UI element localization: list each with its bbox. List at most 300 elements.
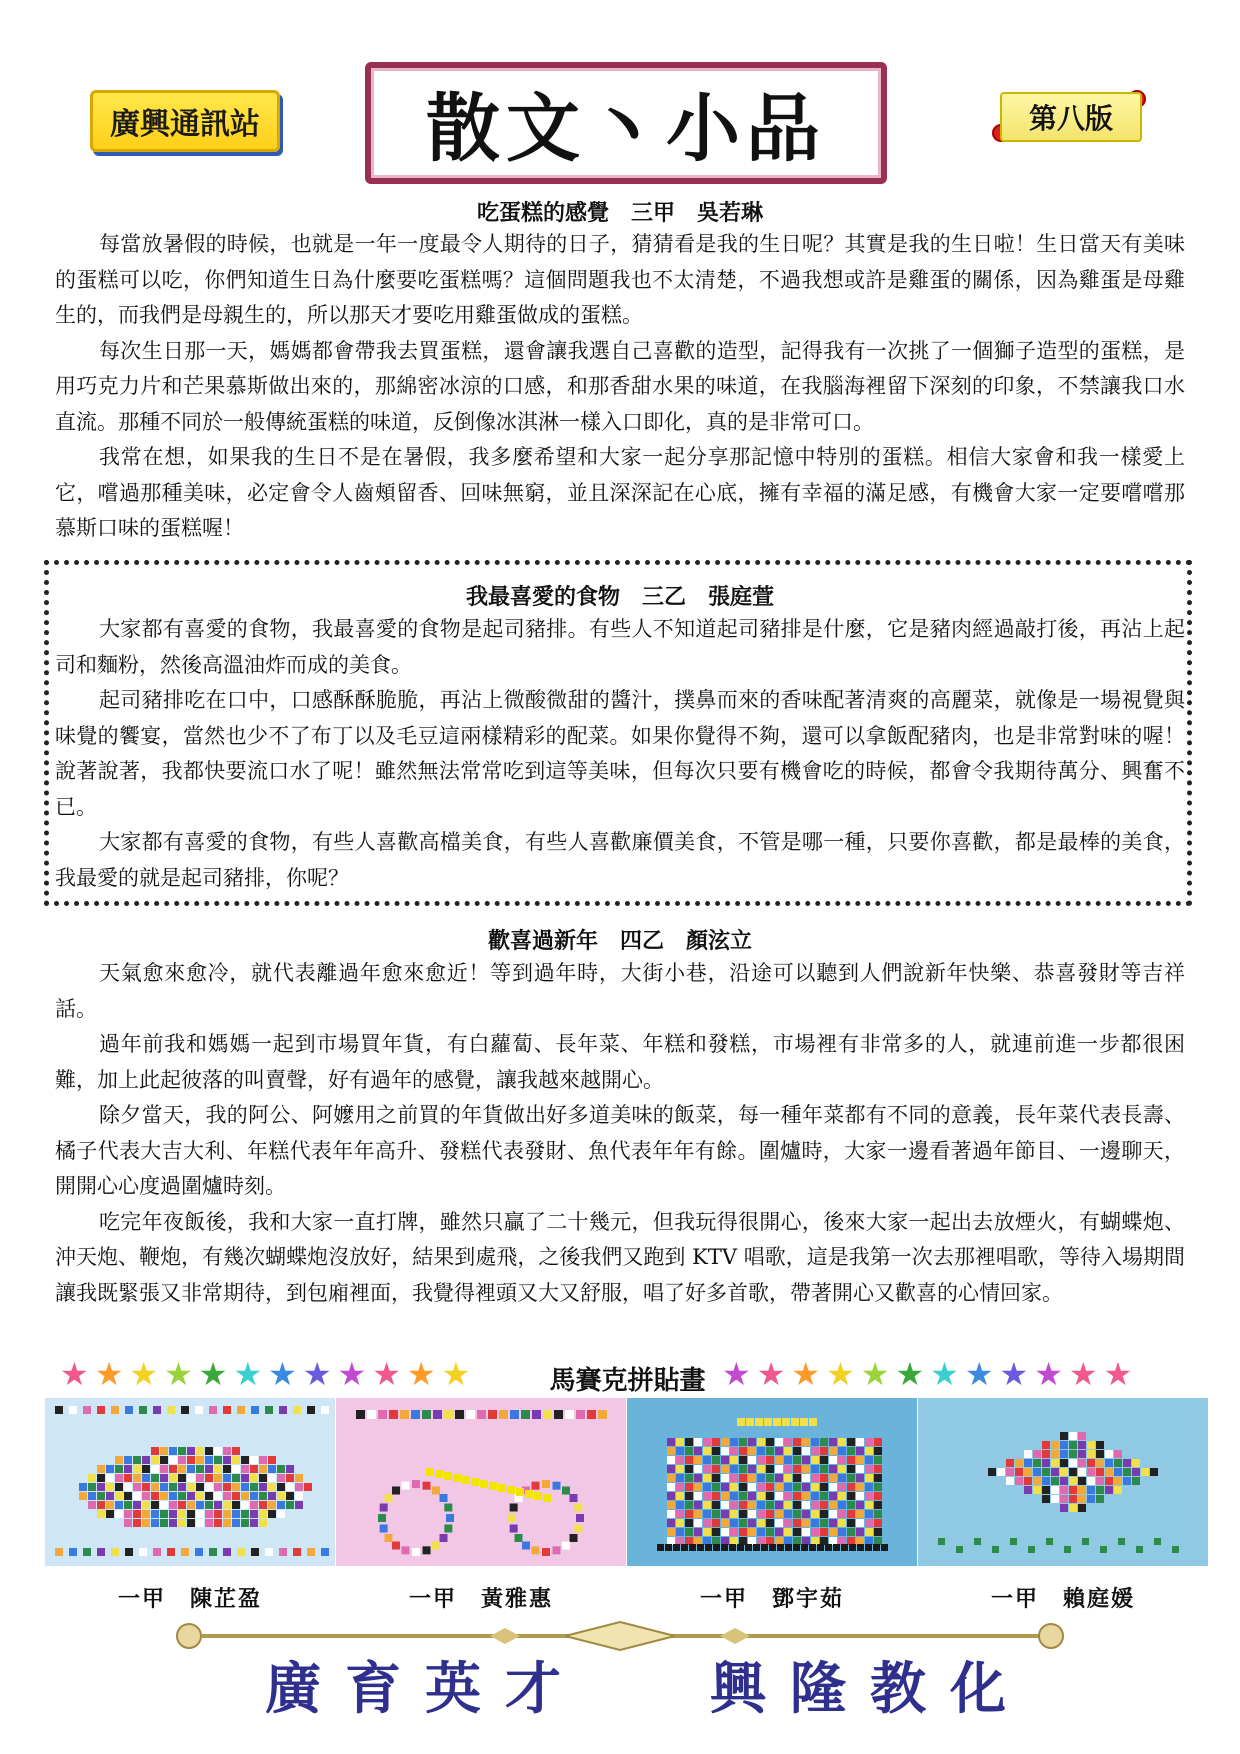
mosaic-tile — [667, 1438, 675, 1446]
mosaic-tile — [847, 1537, 855, 1545]
mosaic-tile — [757, 1438, 765, 1446]
mosaic-tile — [286, 1465, 294, 1473]
mosaic-tile — [392, 1486, 400, 1494]
mosaic-tile — [865, 1510, 873, 1518]
mosaic-tile — [865, 1537, 873, 1545]
mosaic-tile — [974, 1538, 981, 1545]
mosaic-tile — [106, 1492, 114, 1500]
mosaic-tile — [1114, 1477, 1122, 1485]
mosaic-tile — [521, 1410, 530, 1419]
mosaic-tile — [466, 1410, 475, 1419]
mosaic-tile — [124, 1510, 132, 1518]
mosaic-tile — [412, 1480, 420, 1488]
mosaic-tile — [214, 1510, 222, 1518]
mosaic-tile — [196, 1456, 204, 1464]
mosaic-tile — [79, 1492, 87, 1500]
mosaic-tile — [178, 1474, 186, 1482]
mosaic-tile — [712, 1447, 720, 1455]
mosaic-tile — [874, 1537, 882, 1545]
mosaic-tile — [665, 1544, 672, 1551]
mosaic-tile — [676, 1510, 684, 1518]
mosaic-tile — [241, 1519, 249, 1527]
mosaic-tile — [160, 1519, 168, 1527]
mosaic-tile — [97, 1483, 105, 1491]
article-body — [55, 227, 1185, 547]
mosaic-tile — [268, 1501, 276, 1509]
mosaic-tile — [757, 1492, 765, 1500]
mosaic-tile — [553, 1482, 561, 1490]
mosaic-tile — [259, 1510, 267, 1518]
mosaic-tile — [667, 1492, 675, 1500]
mosaic-tile — [279, 1548, 287, 1556]
mosaic-tile — [847, 1492, 855, 1500]
mosaic-tile — [286, 1474, 294, 1482]
mosaic-tile — [124, 1492, 132, 1500]
mosaic-tile — [739, 1501, 747, 1509]
mosaic-tile — [196, 1474, 204, 1482]
mosaic-tile — [196, 1447, 204, 1455]
mosaic-tile — [865, 1519, 873, 1527]
mosaic-tile — [196, 1501, 204, 1509]
mosaic-tile — [829, 1537, 837, 1545]
artwork-caption: 一甲 黃雅惠 — [408, 1586, 553, 1612]
mosaic-tile — [223, 1406, 231, 1414]
mosaic-tile — [178, 1492, 186, 1500]
mosaic-tile — [426, 1468, 434, 1476]
mosaic-tile — [205, 1510, 213, 1518]
mosaic-tile — [133, 1465, 141, 1473]
mosaic-tile — [992, 1546, 999, 1553]
mosaic-tile — [793, 1501, 801, 1509]
mosaic-tile — [802, 1465, 810, 1473]
mosaic-tile — [685, 1438, 693, 1446]
mosaic-tile — [730, 1474, 738, 1482]
mosaic-tile — [444, 1472, 452, 1480]
mosaic-tile — [115, 1465, 123, 1473]
mosaic-tile — [1078, 1432, 1086, 1440]
mosaic-tile — [703, 1483, 711, 1491]
mosaic-tile — [865, 1456, 873, 1464]
mosaic-tile — [793, 1474, 801, 1482]
mosaic-tile — [773, 1418, 781, 1426]
mosaic-tile — [151, 1519, 159, 1527]
mosaic-tile — [124, 1501, 132, 1509]
mosaic-tile — [820, 1492, 828, 1500]
mosaic-tile — [88, 1492, 96, 1500]
mosaic-tile — [205, 1456, 213, 1464]
mosaic-tile — [667, 1474, 675, 1482]
mosaic-tile — [777, 1544, 784, 1551]
mosaic-tile — [1087, 1450, 1095, 1458]
mosaic-tile — [703, 1456, 711, 1464]
mosaic-tile — [251, 1548, 259, 1556]
mosaic-tile — [829, 1465, 837, 1473]
mosaic-tile — [223, 1510, 231, 1518]
mosaic-tile — [874, 1438, 882, 1446]
paragraph: 每當放暑假的時候，也就是一年一度最令人期待的日子，猜猜看是我的生日呢？其實是我的生日啦！生日當天有美味的蛋糕可以吃，你們知道生日為什麼要吃蛋糕嗎？這個問題我也不太清楚，不過我想或許是雞蛋的關係，因為雞蛋是母雞生的，而我們是母親生的，所以那天才要吃用雞蛋做成的蛋糕。 — [55, 232, 1185, 327]
mosaic-tile — [1105, 1486, 1113, 1494]
mosaic-tile — [856, 1501, 864, 1509]
paragraph: 起司豬排吃在口中，口感酥酥脆脆，再沾上微酸微甜的醬汁，撲鼻而來的香味配著清爽的高麗菜，就像是一場視覺與味覺的饗宴，當然也少不了布丁以及毛豆這兩樣精彩的配菜。如果你覺得不夠，還可以拿飯配豬肉，也是非常對味的喔！說著說著，我都快要流口水了呢！雖然無法常常吃到這等美味，但每次只要有機會吃的時候，都會令我期待萬分、興奮不已。 — [55, 688, 1185, 819]
mosaic-tile — [713, 1544, 720, 1551]
mosaic-tile — [694, 1447, 702, 1455]
mosaic-tile — [766, 1528, 774, 1536]
mosaic-tile — [820, 1501, 828, 1509]
mosaic-tile — [321, 1406, 329, 1414]
mosaic-tile — [865, 1465, 873, 1473]
mosaic-tile — [133, 1501, 141, 1509]
mosaic-tile — [1078, 1477, 1086, 1485]
mosaic-tile — [775, 1474, 783, 1482]
mosaic-tile — [97, 1548, 105, 1556]
mosaic-tile — [737, 1418, 745, 1426]
mosaic-tile — [1087, 1477, 1095, 1485]
mosaic-tile — [223, 1501, 231, 1509]
mosaic-tile — [849, 1544, 856, 1551]
mosaic-tile — [1060, 1432, 1068, 1440]
mosaic-tile — [1010, 1538, 1017, 1545]
mosaic-tile — [748, 1528, 756, 1536]
mosaic-tile — [703, 1447, 711, 1455]
mosaic-tile — [111, 1406, 119, 1414]
mosaic-tile — [721, 1492, 729, 1500]
mosaic-tile — [694, 1438, 702, 1446]
mosaic-tile — [847, 1447, 855, 1455]
mosaic-tile — [811, 1510, 819, 1518]
mosaic-tile — [793, 1510, 801, 1518]
mosaic-tile — [214, 1456, 222, 1464]
mosaic-tile — [712, 1456, 720, 1464]
mosaic-tile — [784, 1483, 792, 1491]
mosaic-tile — [181, 1548, 189, 1556]
mosaic-tile — [1060, 1459, 1068, 1467]
mosaic-tile — [133, 1483, 141, 1491]
mosaic-tile — [681, 1544, 688, 1551]
mosaic-tile — [187, 1510, 195, 1518]
mosaic-tile — [295, 1501, 303, 1509]
mosaic-tile — [865, 1474, 873, 1482]
mosaic-tile — [856, 1483, 864, 1491]
article-title: 吃蛋糕的感覺 三甲 吳若琳 — [476, 200, 763, 226]
mosaic-tile — [446, 1514, 454, 1522]
mosaic-tile — [856, 1438, 864, 1446]
mosaic-tile — [739, 1474, 747, 1482]
mosaic-tile — [279, 1406, 287, 1414]
paragraph: 大家都有喜愛的食物，有些人喜歡高檔美食，有些人喜歡廉價美食，不管是哪一種，只要你喜歡，都是最棒的美食，我最愛的就是起司豬排，你呢？ — [55, 830, 1185, 890]
mosaic-tile — [444, 1525, 452, 1533]
mosaic-tile — [1060, 1468, 1068, 1476]
mosaic-tile — [775, 1483, 783, 1491]
mosaic-tile — [423, 1482, 431, 1490]
mosaic-tile — [196, 1483, 204, 1491]
mosaic-tile — [1114, 1450, 1122, 1458]
mosaic-tile — [739, 1528, 747, 1536]
mosaic-tile — [88, 1474, 96, 1482]
mosaic-tile — [223, 1474, 231, 1482]
mosaic-tile — [748, 1465, 756, 1473]
mosaic-tile — [1060, 1441, 1068, 1449]
mosaic-tile — [1064, 1546, 1071, 1553]
mosaic-tile — [462, 1476, 470, 1484]
article-title: 歡喜過新年 四乙 顏泫立 — [487, 928, 752, 954]
mosaic-tile — [160, 1483, 168, 1491]
mosaic-tile — [268, 1483, 276, 1491]
mosaic-tile — [865, 1544, 872, 1551]
mosaic-tile — [705, 1544, 712, 1551]
mosaic-tile — [181, 1406, 189, 1414]
mosaic-tile — [480, 1480, 488, 1488]
newsletter-badge: 廣興通訊站 — [90, 90, 280, 152]
mosaic-tile — [838, 1501, 846, 1509]
mosaic-tile — [115, 1456, 123, 1464]
mosaic-tile — [124, 1474, 132, 1482]
mosaic-tile — [865, 1501, 873, 1509]
mosaic-tile — [746, 1418, 754, 1426]
mosaic-tile — [1051, 1486, 1059, 1494]
mosaic-tile — [793, 1447, 801, 1455]
mosaic-tile — [1033, 1486, 1041, 1494]
mosaic-tile — [825, 1544, 832, 1551]
mosaic-tile — [1141, 1468, 1149, 1476]
mosaic-tile — [703, 1465, 711, 1473]
mosaic-tile — [293, 1406, 301, 1414]
mosaic-tile — [169, 1465, 177, 1473]
mosaic-tile — [757, 1474, 765, 1482]
mosaic-tile — [69, 1548, 77, 1556]
mosaic-tile — [829, 1438, 837, 1446]
mosaic-tile — [697, 1544, 704, 1551]
mosaic-tile — [694, 1528, 702, 1536]
mosaic-tile — [133, 1492, 141, 1500]
mosaic-tile — [187, 1474, 195, 1482]
mosaic-tile — [142, 1510, 150, 1518]
mosaic-tile — [542, 1480, 550, 1488]
mosaic-tile — [531, 1546, 539, 1554]
motto-left: 廣育英才 — [265, 1656, 585, 1722]
mosaic-tile — [169, 1510, 177, 1518]
mosaic-tile — [820, 1465, 828, 1473]
mosaic-tile — [874, 1510, 882, 1518]
mosaic-tile — [685, 1510, 693, 1518]
mosaic-tile — [1060, 1477, 1068, 1485]
mosaic-tile — [730, 1528, 738, 1536]
mosaic-tile — [811, 1474, 819, 1482]
mosaic-tile — [802, 1528, 810, 1536]
mosaic-tile — [1154, 1538, 1161, 1545]
mosaic-tile — [685, 1501, 693, 1509]
mosaic-tile — [286, 1492, 294, 1500]
mosaic-tile — [1087, 1468, 1095, 1476]
mosaic-tile — [1069, 1504, 1077, 1512]
mosaic-tile — [510, 1410, 519, 1419]
mosaic-tile — [820, 1474, 828, 1482]
mosaic-tile — [793, 1544, 800, 1551]
mosaic-tile — [757, 1447, 765, 1455]
mosaic-tile — [232, 1456, 240, 1464]
mosaic-tile — [169, 1456, 177, 1464]
mosaic-tile — [1046, 1538, 1053, 1545]
mosaic-tile — [838, 1510, 846, 1518]
mosaic-tile — [1060, 1495, 1068, 1503]
mosaic-tile — [1042, 1477, 1050, 1485]
mosaic-tile — [1024, 1477, 1032, 1485]
mosaic-tile — [214, 1492, 222, 1500]
mosaic-tile — [1087, 1486, 1095, 1494]
mosaic-tile — [277, 1483, 285, 1491]
mosaic-tile — [721, 1447, 729, 1455]
mosaic-tile — [784, 1537, 792, 1545]
mosaic-tile — [809, 1418, 817, 1426]
mosaic-tile — [694, 1474, 702, 1482]
mosaic-tile — [784, 1510, 792, 1518]
mosaic-tile — [820, 1519, 828, 1527]
mosaic-tile — [259, 1456, 267, 1464]
mosaic-tile — [721, 1438, 729, 1446]
mosaic-tile — [1042, 1486, 1050, 1494]
mosaic-tile — [1069, 1432, 1077, 1440]
mosaic-tile — [392, 1542, 400, 1550]
mosaic-tile — [1150, 1468, 1158, 1476]
mosaic-tile — [956, 1546, 963, 1553]
mosaic-tile — [125, 1548, 133, 1556]
mosaic-tile — [761, 1544, 768, 1551]
mosaic-tile — [938, 1538, 945, 1545]
mosaic-tile — [205, 1519, 213, 1527]
mosaic-tile — [811, 1483, 819, 1491]
mosaic-tile — [241, 1456, 249, 1464]
mosaic-tile — [435, 1470, 443, 1478]
mosaic-tile — [802, 1519, 810, 1527]
mosaic-tile — [83, 1548, 91, 1556]
mosaic-tile — [833, 1544, 840, 1551]
mosaic-tile — [79, 1483, 87, 1491]
mosaic-tile — [139, 1548, 147, 1556]
mosaic-tile — [829, 1483, 837, 1491]
mosaic-tile — [169, 1474, 177, 1482]
article-body — [55, 956, 1185, 1311]
mosaic-tile — [721, 1537, 729, 1545]
mosaic-artwork-boat — [627, 1398, 917, 1566]
page-title: 散文丶小品 — [365, 62, 887, 184]
mosaic-tile — [115, 1483, 123, 1491]
mosaic-tile — [214, 1465, 222, 1473]
mosaic-tile — [115, 1492, 123, 1500]
mosaic-tile — [307, 1406, 315, 1414]
mosaic-tile — [676, 1501, 684, 1509]
mosaic-tile — [499, 1410, 508, 1419]
mosaic-tile — [55, 1548, 63, 1556]
mosaic-tile — [565, 1410, 574, 1419]
mosaic-tile — [838, 1447, 846, 1455]
mosaic-tile — [1114, 1468, 1122, 1476]
mosaic-tile — [757, 1537, 765, 1545]
mosaic-tile — [250, 1474, 258, 1482]
mosaic-tile — [268, 1456, 276, 1464]
artwork-caption: 一甲 陳芷盈 — [117, 1586, 262, 1612]
mosaic-tile — [689, 1544, 696, 1551]
mosaic-tile — [259, 1465, 267, 1473]
paragraph: 每次生日那一天，媽媽都會帶我去買蛋糕，還會讓我選自己喜歡的造型，記得我有一次挑了一個獅子造型的蛋糕，是用巧克力片和芒果慕斯做出來的，那綿密冰涼的口感，和那香甜水果的味道，在我腦海裡留下深刻的印象，不禁讓我口水直流。那種不同於一般傳統蛋糕的味道，反倒像冰淇淋一樣入口即化，真的是非常可口。 — [55, 338, 1185, 434]
mosaic-tile — [259, 1492, 267, 1500]
mosaic-tile — [721, 1465, 729, 1473]
mosaic-tile — [703, 1492, 711, 1500]
mosaic-tile — [542, 1548, 550, 1556]
mosaic-tile — [766, 1438, 774, 1446]
mosaic-tile — [187, 1492, 195, 1500]
mosaic-tile — [1114, 1459, 1122, 1467]
mosaic-tile — [1024, 1486, 1032, 1494]
mosaic-tile — [784, 1492, 792, 1500]
edition-badge: 第八版 — [1000, 92, 1142, 142]
mosaic-tile — [232, 1492, 240, 1500]
article-body — [55, 612, 1185, 896]
mosaic-tile — [757, 1510, 765, 1518]
mosaic-tile — [153, 1406, 161, 1414]
mosaic-tile — [802, 1510, 810, 1518]
mosaic-tile — [748, 1447, 756, 1455]
mosaic-tile — [793, 1483, 801, 1491]
mosaic-tile — [874, 1474, 882, 1482]
mosaic-tile — [766, 1501, 774, 1509]
mosaic-tile — [865, 1483, 873, 1491]
mosaic-tile — [562, 1486, 570, 1494]
mosaic-tile — [531, 1482, 539, 1490]
mosaic-tile — [748, 1501, 756, 1509]
mosaic-tile — [739, 1537, 747, 1545]
mosaic-tile — [223, 1447, 231, 1455]
mosaic-tile — [115, 1501, 123, 1509]
mosaic-tile — [106, 1474, 114, 1482]
mosaic-tile — [268, 1510, 276, 1518]
mosaic-tile — [151, 1492, 159, 1500]
mosaic-tile — [277, 1492, 285, 1500]
mosaic-artwork-bicycle — [336, 1398, 626, 1566]
mosaic-tile — [820, 1456, 828, 1464]
mosaic-tile — [703, 1438, 711, 1446]
mosaic-tile — [223, 1456, 231, 1464]
mosaic-tile — [241, 1474, 249, 1482]
mosaic-tile — [802, 1537, 810, 1545]
mosaic-tile — [755, 1418, 763, 1426]
mosaic-tile — [775, 1537, 783, 1545]
mosaic-tile — [757, 1519, 765, 1527]
mosaic-tile — [667, 1510, 675, 1518]
mosaic-section-title: 馬賽克拼貼畫 — [549, 1366, 706, 1396]
mosaic-tile — [1132, 1468, 1140, 1476]
star-border-right: ★ ★ ★ ★ ★ ★ ★ ★ ★ ★ ★ ★ — [722, 1355, 1133, 1393]
mosaic-tile — [411, 1410, 420, 1419]
mosaic-tile — [785, 1544, 792, 1551]
mosaic-tile — [729, 1544, 736, 1551]
mosaic-tile — [1024, 1459, 1032, 1467]
mosaic-tile — [739, 1438, 747, 1446]
mosaic-tile — [873, 1544, 880, 1551]
mosaic-tile — [838, 1456, 846, 1464]
mosaic-tile — [195, 1406, 203, 1414]
mosaic-tile — [1069, 1441, 1077, 1449]
mosaic-tile — [1087, 1495, 1095, 1503]
mosaic-tile — [793, 1456, 801, 1464]
artwork-caption: 一甲 鄧宇茹 — [699, 1586, 844, 1612]
mosaic-tile — [793, 1438, 801, 1446]
mosaic-tile — [514, 1534, 522, 1542]
mosaic-tile — [237, 1548, 245, 1556]
mosaic-tile — [712, 1474, 720, 1482]
mosaic-tile — [205, 1492, 213, 1500]
mosaic-tile — [286, 1483, 294, 1491]
mosaic-tile — [775, 1438, 783, 1446]
mosaic-tile — [856, 1519, 864, 1527]
